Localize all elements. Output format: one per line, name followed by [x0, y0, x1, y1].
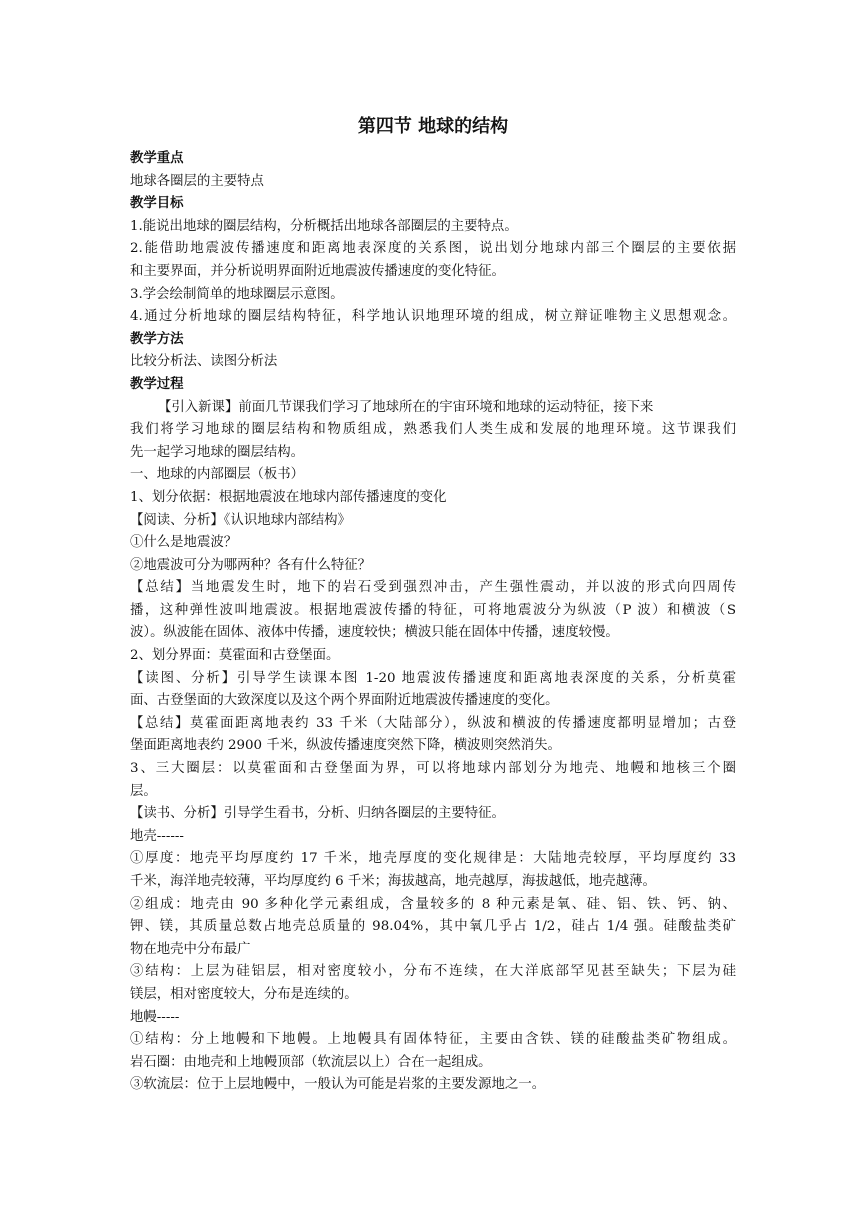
text-line: 【总结】当地震发生时，地下的岩石受到强烈冲击，产生强性震动，并以波的形式向四周传: [130, 580, 736, 596]
text-line: 【总结】莫霍面距离地表约 33 千米（大陆部分），纵波和横波的传播速度都明显增加；古登: [130, 715, 736, 731]
section-heading: 教学方法: [130, 331, 184, 347]
text-line: 3.学会绘制简单的地球圈层示意图。: [130, 286, 344, 302]
text-line: 2.能借助地震波传播速度和距离地表深度的关系图，说出划分地球内部三个圈层的主要依据: [130, 241, 736, 257]
text-line: 【引入新课】前面几节课我们学习了地球所在的宇宙环境和地球的运动特征，接下来: [158, 399, 654, 415]
text-line: ②组成：地壳由 90 多种化学元素组成，含量较多的 8 种元素是氧、硅、铝、铁、钙、钠、: [130, 896, 736, 912]
text-line: 面、古登堡面的大致深度以及这个两个界面附近地震波传播速度的变化。: [130, 693, 559, 709]
text-line: 物在地壳中分布最广: [130, 941, 251, 957]
text-line: 地幔-----: [130, 1009, 180, 1025]
text-line: 3、三大圈层：以莫霍面和古登堡面为界，可以将地球内部划分为地壳、地幔和地核三个圈: [130, 761, 736, 777]
text-line: 【读图、分析】引导学生读课本图 1-20 地震波传播速度和距离地表深度的关系，分析莫霍: [130, 670, 736, 686]
text-line: 地壳------: [130, 828, 184, 844]
text-line: ①结构：分上地幔和下地幔。上地幔具有固体特征，主要由含铁、镁的硅酸盐类矿物组成。: [130, 1032, 736, 1048]
section-heading: 教学重点: [130, 151, 184, 166]
text-line: 千米，海洋地壳较薄，平均厚度约 6 千米；海拔越高，地壳越厚，海拔越低，地壳越薄。: [130, 874, 656, 889]
text-line: 比较分析法、读图分析法: [130, 354, 278, 370]
text-line: 岩石圈：由地壳和上地幔顶部（软流层以上）合在一起组成。: [130, 1054, 492, 1070]
document-body: [130, 148, 736, 1097]
text-line: 钾、镁，其质量总数占地壳总质量的 98.04%，其中氧几乎占 1/2，硅占 1/4 强。硅酸盐类矿: [130, 919, 736, 935]
text-line: 1、划分依据：根据地震波在地球内部传播速度的变化: [130, 489, 447, 505]
text-line: 镁层，相对密度较大，分布是连续的。: [130, 986, 358, 1002]
text-line: 4.通过分析地球的圈层结构特征，科学地认识地理环境的组成，树立辩证唯物主义思想观念。: [130, 309, 736, 325]
text-line: 先一起学习地球的圈层结构。: [130, 444, 305, 460]
text-line: 播，这种弹性波叫地震波。根据地震波传播的特征，可将地震波分为纵波（P 波）和横波（S: [130, 602, 736, 618]
text-line: 2、划分界面：莫霍面和古登堡面。: [130, 648, 340, 664]
text-line: 和主要界面，并分析说明界面附近地震波传播速度的变化特征。: [130, 263, 505, 279]
text-line: 我们将学习地球的圈层结构和物质组成，熟悉我们人类生成和发展的地理环境。这节课我们: [130, 422, 736, 438]
text-line: 波）。纵波能在固体、液体中传播，速度较快；横波只能在固体中传播，速度较慢。: [130, 625, 619, 641]
text-line: 1.能说出地球的圈层结构，分析概括出地球各部圈层的主要特点。: [130, 218, 518, 234]
text-line: ①厚度：地壳平均厚度约 17 千米，地壳厚度的变化规律是：大陆地壳较厚，平均厚度约 33: [130, 851, 736, 867]
text-line: ③结构：上层为硅铝层，相对密度较小，分布不连续，在大洋底部罕见甚至缺失；下层为硅: [130, 964, 736, 980]
text-line: 堡面距离地表约 2900 千米，纵波传播速度突然下降，横波则突然消失。: [130, 738, 561, 754]
text-line: 一、地球的内部圈层（板书）: [130, 467, 305, 483]
section-heading: 教学目标: [130, 196, 184, 212]
text-line: 【读书、分析】引导学生看书，分析、归纳各圈层的主要特征。: [130, 806, 505, 822]
document-page: [130, 112, 736, 1097]
text-line: 【阅读、分析】《认识地球内部结构》: [130, 512, 351, 528]
text-line: ②地震波可分为哪两种？各有什么特征？: [130, 557, 372, 573]
text-line: 层。: [130, 783, 157, 799]
section-heading: 教学过程: [130, 376, 184, 392]
text-line: 地球各圈层的主要特点: [130, 173, 264, 189]
text-line: ③软流层：位于上层地幔中，一般认为可能是岩浆的主要发源地之一。: [130, 1077, 546, 1093]
text-line: ①什么是地震波？: [130, 535, 238, 551]
page-title: 第四节 地球的结构: [357, 116, 509, 137]
